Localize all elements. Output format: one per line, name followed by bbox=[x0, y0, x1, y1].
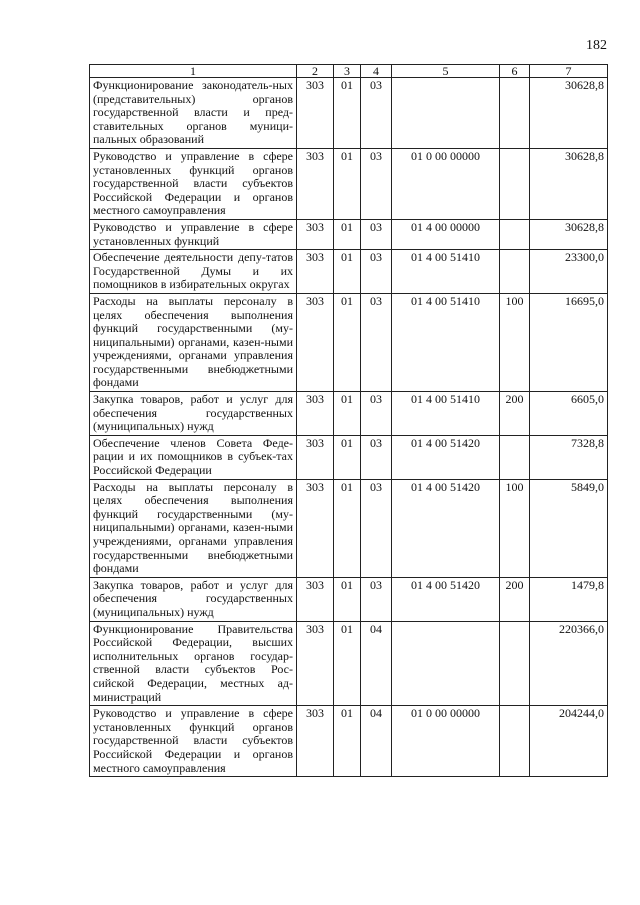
target-article-cell: 01 4 00 00000 bbox=[392, 219, 500, 249]
expense-type-cell: 100 bbox=[500, 479, 530, 577]
table-row bbox=[90, 479, 608, 577]
section-code-cell: 01 bbox=[334, 293, 361, 391]
section-code-cell: 01 bbox=[334, 78, 361, 149]
table-row bbox=[90, 250, 608, 294]
table-row bbox=[90, 435, 608, 479]
header-cell-1: 1 bbox=[90, 65, 297, 78]
table-row bbox=[90, 219, 608, 249]
section-code-cell: 01 bbox=[334, 479, 361, 577]
expense-name-cell: Руководство и управление в сфере установленных функций органов государственной власти субъектов Российской Федерации и органов местного самоуправления bbox=[90, 706, 297, 777]
expense-type-cell bbox=[500, 250, 530, 294]
ministry-code-cell: 303 bbox=[297, 392, 334, 436]
section-code-cell: 01 bbox=[334, 621, 361, 706]
expense-name-cell: Закупка товаров, работ и услуг для обеспечения государственных (муниципальных) нужд bbox=[90, 577, 297, 621]
expense-name-cell: Руководство и управление в сфере установленных функций bbox=[90, 219, 297, 249]
section-code-cell: 01 bbox=[334, 219, 361, 249]
table-row bbox=[90, 392, 608, 436]
ministry-code-cell: 303 bbox=[297, 219, 334, 249]
amount-cell: 6605,0 bbox=[530, 392, 608, 436]
ministry-code-cell: 303 bbox=[297, 293, 334, 391]
ministry-code-cell: 303 bbox=[297, 250, 334, 294]
target-article-cell: 01 4 00 51420 bbox=[392, 435, 500, 479]
subsection-code-cell: 03 bbox=[361, 577, 392, 621]
table-row bbox=[90, 621, 608, 706]
ministry-code-cell: 303 bbox=[297, 479, 334, 577]
expense-type-cell bbox=[500, 706, 530, 777]
ministry-code-cell: 303 bbox=[297, 78, 334, 149]
page-number: 182 bbox=[586, 38, 607, 53]
ministry-code-cell: 303 bbox=[297, 435, 334, 479]
subsection-code-cell: 04 bbox=[361, 706, 392, 777]
amount-cell: 23300,0 bbox=[530, 250, 608, 294]
ministry-code-cell: 303 bbox=[297, 621, 334, 706]
amount-cell: 30628,8 bbox=[530, 219, 608, 249]
section-code-cell: 01 bbox=[334, 435, 361, 479]
table-row bbox=[90, 706, 608, 777]
amount-cell: 30628,8 bbox=[530, 78, 608, 149]
expense-name-cell: Руководство и управление в сфере установленных функций органов государственной власти субъектов Российской Федерации и органов местного самоуправления bbox=[90, 148, 297, 219]
target-article-cell: 01 4 00 51410 bbox=[392, 392, 500, 436]
subsection-code-cell: 03 bbox=[361, 219, 392, 249]
amount-cell: 30628,8 bbox=[530, 148, 608, 219]
header-cell-3: 3 bbox=[334, 65, 361, 78]
section-code-cell: 01 bbox=[334, 148, 361, 219]
expense-name-cell: Расходы на выплаты персоналу в целях обеспечения выполнения функций государственными (му-ниципальными) органами, казен-ными учреждениями, органами управления государственными внебюджетными фондами bbox=[90, 293, 297, 391]
target-article-cell: 01 0 00 00000 bbox=[392, 706, 500, 777]
section-code-cell: 01 bbox=[334, 392, 361, 436]
expense-name-cell: Обеспечение членов Совета Феде-рации и их помощников в субъек-тах Российской Федерации bbox=[90, 435, 297, 479]
subsection-code-cell: 04 bbox=[361, 621, 392, 706]
target-article-cell: 01 0 00 00000 bbox=[392, 148, 500, 219]
expense-name-cell: Функционирование законодатель-ных (представительных) органов государственной власти и пред-ставительных органов муници-пальных образований bbox=[90, 78, 297, 149]
amount-cell: 1479,8 bbox=[530, 577, 608, 621]
expense-type-cell bbox=[500, 219, 530, 249]
expense-name-cell: Обеспечение деятельности депу-татов Государственной Думы и их помощников в избирательных округах bbox=[90, 250, 297, 294]
header-cell-2: 2 bbox=[297, 65, 334, 78]
expense-type-cell: 200 bbox=[500, 392, 530, 436]
section-code-cell: 01 bbox=[334, 577, 361, 621]
expense-type-cell bbox=[500, 435, 530, 479]
expense-name-cell: Расходы на выплаты персоналу в целях обеспечения выполнения функций государственными (му-ниципальными) органами, казен-ными учреждениями, органами управления государственными внебюджетными фондами bbox=[90, 479, 297, 577]
target-article-cell bbox=[392, 78, 500, 149]
amount-cell: 204244,0 bbox=[530, 706, 608, 777]
subsection-code-cell: 03 bbox=[361, 148, 392, 219]
target-article-cell: 01 4 00 51410 bbox=[392, 293, 500, 391]
subsection-code-cell: 03 bbox=[361, 435, 392, 479]
ministry-code-cell: 303 bbox=[297, 706, 334, 777]
amount-cell: 7328,8 bbox=[530, 435, 608, 479]
amount-cell: 16695,0 bbox=[530, 293, 608, 391]
header-cell-6: 6 bbox=[500, 65, 530, 78]
subsection-code-cell: 03 bbox=[361, 392, 392, 436]
header-row bbox=[90, 65, 608, 78]
header-cell-4: 4 bbox=[361, 65, 392, 78]
expense-type-cell bbox=[500, 621, 530, 706]
table-row bbox=[90, 78, 608, 149]
subsection-code-cell: 03 bbox=[361, 78, 392, 149]
target-article-cell bbox=[392, 621, 500, 706]
expense-name-cell: Закупка товаров, работ и услуг для обеспечения государственных (муниципальных) нужд bbox=[90, 392, 297, 436]
target-article-cell: 01 4 00 51410 bbox=[392, 250, 500, 294]
section-code-cell: 01 bbox=[334, 706, 361, 777]
amount-cell: 5849,0 bbox=[530, 479, 608, 577]
subsection-code-cell: 03 bbox=[361, 479, 392, 577]
subsection-code-cell: 03 bbox=[361, 293, 392, 391]
header-cell-5: 5 bbox=[392, 65, 500, 78]
expense-type-cell: 200 bbox=[500, 577, 530, 621]
header-cell-7: 7 bbox=[530, 65, 608, 78]
expense-type-cell bbox=[500, 78, 530, 149]
expense-type-cell bbox=[500, 148, 530, 219]
table-row bbox=[90, 293, 608, 391]
amount-cell: 220366,0 bbox=[530, 621, 608, 706]
ministry-code-cell: 303 bbox=[297, 577, 334, 621]
budget-table bbox=[89, 64, 608, 777]
ministry-code-cell: 303 bbox=[297, 148, 334, 219]
table-row bbox=[90, 148, 608, 219]
subsection-code-cell: 03 bbox=[361, 250, 392, 294]
section-code-cell: 01 bbox=[334, 250, 361, 294]
expense-type-cell: 100 bbox=[500, 293, 530, 391]
target-article-cell: 01 4 00 51420 bbox=[392, 479, 500, 577]
expense-name-cell: Функционирование Правительства Российской Федерации, высших исполнительных органов государ-ственной власти субъектов Рос-сийской Федерации, местных ад-министраций bbox=[90, 621, 297, 706]
target-article-cell: 01 4 00 51420 bbox=[392, 577, 500, 621]
table-body bbox=[90, 78, 608, 777]
table-header bbox=[90, 65, 608, 78]
table-row bbox=[90, 577, 608, 621]
